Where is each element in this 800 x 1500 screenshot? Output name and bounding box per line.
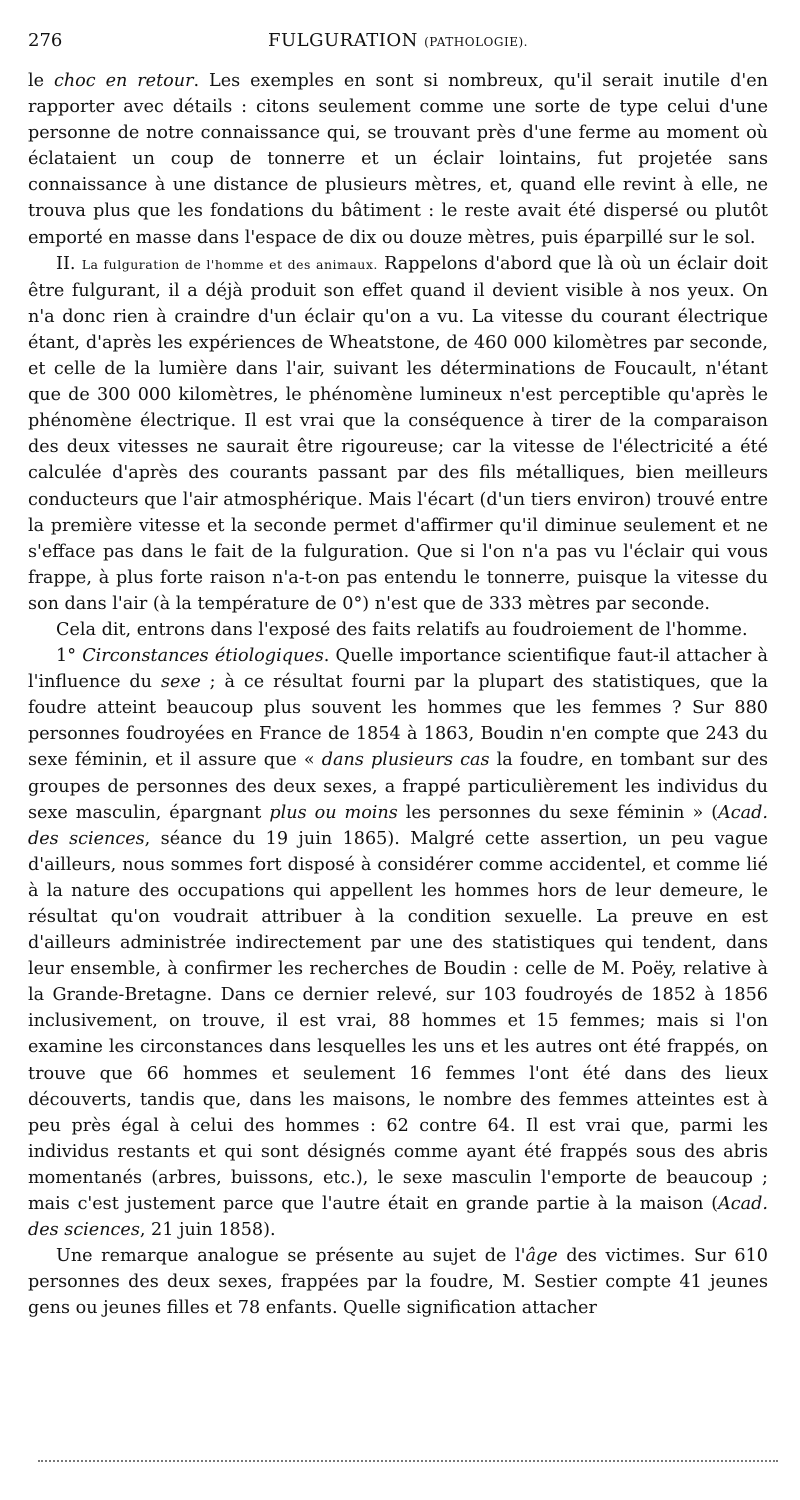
subsection-heading: Circonstances étiologiques bbox=[82, 646, 324, 667]
text-run: , 21 juin 1858). bbox=[139, 1220, 276, 1241]
section-numeral: II. bbox=[56, 253, 76, 274]
page-header bbox=[28, 28, 768, 58]
page-number: 276 bbox=[28, 30, 63, 51]
italic-run: dans plusieurs cas bbox=[321, 750, 490, 771]
text-run: la foudre, en tombant sur des groupes de personnes des deux sexes, a frappé particulièrement les individus du sexe masculin, épargnant bbox=[28, 750, 769, 823]
text-run: des victimes. Sur 610 personnes des deux sexes, frappées par la foudre, M. Sestier compte 41 jeunes gens ou jeunes filles et 78 enfants. Quelle signification attacher bbox=[28, 1246, 768, 1319]
italic-run: sexe bbox=[160, 672, 201, 693]
paragraph-circonstances bbox=[28, 643, 768, 1243]
text-run: Une remarque analogue se présente au sujet de l' bbox=[56, 1246, 526, 1267]
paragraph-cela-dit bbox=[28, 617, 768, 643]
paragraph-age bbox=[28, 1243, 768, 1321]
italic-run: âge bbox=[525, 1246, 558, 1267]
text-run: ; à ce résultat fourni par la plupart des statistiques, que la foudre atteint beaucoup plus souvent les hommes que les femmes ? Sur 880 personnes foudroyées en France de 1854 à 1863, Boudin n'en compte que 243 du sexe féminin, et il assure que « bbox=[28, 672, 768, 771]
text-run: . Les exemples en sont si nombreux, qu'il serait inutile d'en rapporter avec détails : citons seulement comme une sorte de type celui d'une personne de notre connaissance qui, se trouvant près d'une ferme au moment où éclataient un coup de tonnerre et un éclair lointains, fut projetée sans connaissance à une distance de plusieurs mètres, et, quand elle revint à elle, ne trouva plus que les fondations du bâtiment : le reste avait été dispersé ou plutôt emporté en masse dans l'espace de dix ou douze mètres, puis éparpillé sur le sol. bbox=[28, 71, 768, 248]
section-ii-paragraph bbox=[28, 251, 768, 617]
text-run: les personnes du sexe féminin » ( bbox=[397, 802, 719, 823]
text-run: le bbox=[28, 71, 54, 91]
item-number: 1° bbox=[56, 646, 83, 667]
running-title-main: FULGURATION bbox=[268, 30, 418, 51]
text-run: , séance du 19 juin 1865). Malgré cette assertion, un peu vague d'ailleurs, nous sommes fort disposé à considérer comme accidentel, et comme lié à la nature des occupations qui appellent les hommes hors de leur demeure, le résultat qu'on voudrait attribuer à la condition sexuelle. La preuve en est d'ailleurs administrée indirectement par une des statistiques qui tendent, dans leur ensemble, à confirmer les recherches de Boudin : celle de M. Poëy, relative à la Grande-Bretagne. Dans ce dernier relevé, sur 103 foudroyés de 1852 à 1856 inclusivement, on trouve, il est vrai, 88 hommes et 15 femmes; mais si l'on examine les circonstances dans lesquelles les uns et les autres ont été frappés, on trouve que 66 hommes et seulement 16 femmes l'ont été dans des lieux découverts, tandis que, dans les maisons, le nombre des femmes atteintes est à peu près égal à celui des hommes : 62 contre 64. Il est vrai que, parmi les individus restants et qui sont désignés comme ayant été frappés sous des abris momentanés (arbres, buissons, etc.), le sexe masculin l'emporte de beaucoup ; mais c'est justement parce que l'autre était en grande partie à la maison ( bbox=[28, 828, 769, 1215]
paragraph-choc-en-retour bbox=[28, 68, 768, 251]
italic-run: plus ou moins bbox=[269, 802, 398, 823]
text-run: Rappelons d'abord que là où un éclair doit être fulgurant, il a déjà produit son effet quand il devient visible à nos yeux. On n'a donc rien à craindre d'un éclair qu'on a vu. La vitesse du courant électrique étant, d'après les expériences de Wheatstone, de 460 000 kilomètres par seconde, et celle de la lumière dans l'air, suivant les déterminations de Foucault, n'étant que de 300 000 kilomètres, le phénomène lumineux n'est perceptible qu'après le phénomène électrique. Il est vrai que la conséquence à tirer de la comparaison des deux vitesses ne saurait être rigoureuse; car la vitesse de l'électricité a été calculée d'après des courants passant par des fils métalliques, bien meilleurs conducteurs que l'air atmosphérique. Mais l'écart (d'un tiers environ) trouvé entre la première vitesse et la seconde permet d'affirmer qu'il diminue seulement et ne s'efface pas dans le fait de la fulguration. Que si l'on n'a pas vu l'éclair qui vous frappe, à plus forte raison n'a-t-on pas entendu le tonnerre, puisque la vitesse du son dans l'air (à la température de 0°) n'est que de 333 mètres par seconde. bbox=[28, 253, 768, 614]
text-run: . Quelle importance scientifique faut-il attacher à l'influence du bbox=[28, 646, 768, 693]
running-title bbox=[28, 28, 768, 55]
section-heading: La fulguration de l'homme et des animaux. bbox=[81, 256, 378, 272]
citation-italic: Acad. des sciences bbox=[28, 802, 768, 849]
running-title-sub: (PATHOLOGIE). bbox=[424, 35, 528, 49]
citation-italic: Acad. des sciences bbox=[28, 1194, 768, 1241]
italic-run: choc en retour bbox=[54, 71, 194, 91]
text-run: Cela dit, entrons dans l'exposé des faits relatifs au foudroiement de l'homme. bbox=[56, 619, 748, 640]
footer-dotted-rule bbox=[38, 1460, 778, 1462]
book-page bbox=[28, 28, 768, 1322]
